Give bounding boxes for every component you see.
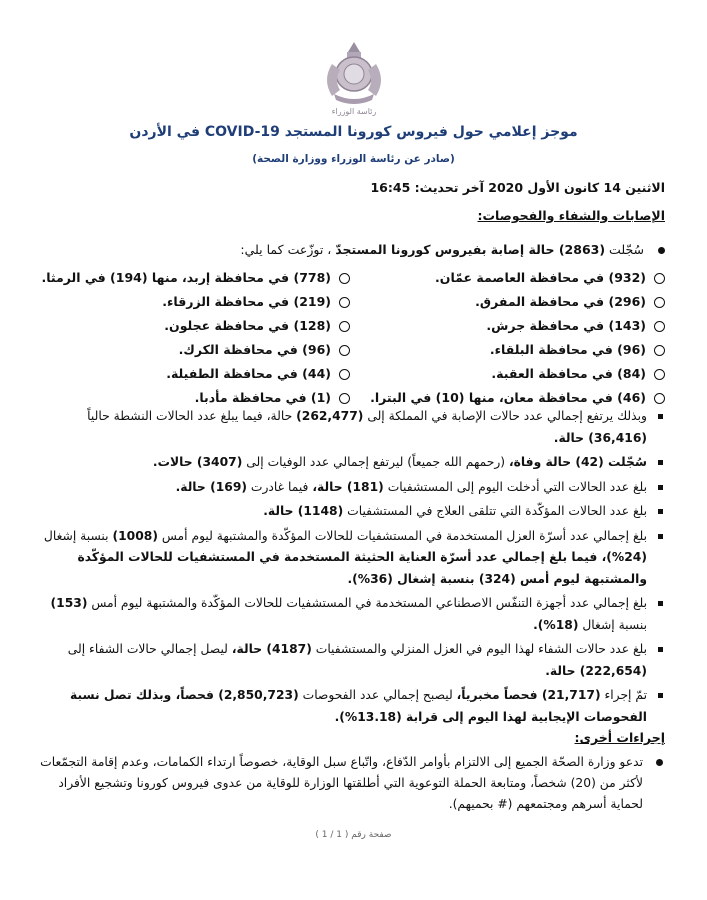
circle-bullet-icon (654, 369, 665, 380)
governorate-item (350, 314, 665, 338)
stat-text-d: (2,850,723) فحصاً، وبذلك تصل نسبة الفحوصات الإيجابية لهذا اليوم إلى قرابة (13.18%). (70, 688, 647, 724)
governorate-item (35, 338, 350, 362)
stat-text-b: (21,717) فحصاً مخبرياً، (456, 688, 601, 702)
stats-bullet-list (29, 406, 665, 731)
governorate-row (35, 338, 665, 362)
governorate-text: (1) في محافظة مأدبا. (194, 390, 331, 405)
circle-bullet-icon (654, 393, 665, 404)
stat-text-d: (3407) حالات. (152, 455, 243, 469)
stat-text-d: (18%). (533, 617, 579, 632)
stat-text-b: سُجّلت (42) حالة وفاة، (508, 455, 647, 469)
governorate-text: (778) في محافظة إربد، منها (194) في الرمثا. (41, 270, 331, 285)
circle-bullet-icon (339, 345, 350, 356)
governorate-text: (219) في محافظة الزرقاء. (162, 294, 331, 309)
governorate-item (35, 314, 350, 338)
section-heading-cases: الإصابات والشفاء والفحوصات: (477, 208, 665, 223)
governorate-item (350, 266, 665, 290)
bullet-icon (656, 759, 663, 766)
stat-bullet (29, 501, 665, 523)
stat-text-c: حالة، فيما يبلغ عدد الحالات النشطة حالياً (87, 409, 297, 423)
circle-bullet-icon (654, 297, 665, 308)
square-bullet-icon (658, 647, 663, 652)
stat-text-c: ليصبح إجمالي عدد الفحوصات (298, 688, 457, 702)
stat-text-c: بنسبة إشغال (43, 528, 113, 543)
circle-bullet-icon (339, 393, 350, 404)
governorate-text: (296) في محافظة المفرق. (475, 294, 646, 309)
page-number: صفحة رقم ( 1 / 1 ) (315, 830, 392, 840)
stat-text-a: بلغ عدد الحالات المؤكّدة التي تتلقى العلاج في المستشفيات (343, 504, 647, 518)
square-bullet-icon (658, 534, 663, 539)
governorate-row (35, 266, 665, 290)
governorate-row (35, 362, 665, 386)
stat-text-b: (4187) حالة، (231, 642, 312, 656)
circle-bullet-icon (654, 345, 665, 356)
intro-prefix: سُجّلت (609, 242, 645, 257)
stat-text-d: (36,416) حالة. (553, 430, 647, 445)
governorate-text: (44) في محافظة الطفيلة. (166, 366, 331, 381)
stat-bullet (29, 639, 665, 682)
governorate-row (35, 290, 665, 314)
stat-bullet (29, 526, 665, 591)
governorate-list (35, 266, 665, 410)
circle-bullet-icon (339, 321, 350, 332)
stat-text-c: ليصل إجمالي حالات الشفاء إلى (67, 642, 232, 656)
stat-text-b: (181) حالة، (312, 479, 384, 494)
stat-bullet (29, 406, 665, 449)
intro-suffix: ، توزّعت كما يلي: (240, 242, 332, 257)
stat-text-c: (رحمهم الله جميعاً) ليرتفع إجمالي عدد الوفيات إلى (242, 455, 509, 469)
cases-intro (36, 238, 665, 262)
governorate-text: (128) في محافظة عجلون. (164, 318, 331, 333)
stat-bullet (29, 685, 665, 728)
stat-text-b: (153) (50, 596, 88, 610)
square-bullet-icon (658, 485, 663, 490)
stat-text-a: بلغ إجمالي عدد أجهزة التنفّس الاصطناعي المستخدمة في المستشفيات للحالات المؤكّدة والمشتبهة ليوم أمس (87, 596, 647, 610)
stat-text-a: تمّ إجراء (600, 688, 647, 702)
square-bullet-icon (658, 601, 663, 606)
other-measures-text: تدعو وزارة الصحّة الجميع إلى الالتزام بأوامر الدّفاع، واتّباع سبل الوقاية، خصوصاً ارتداء الكمامات، وعدم إقامة التجمّعات لأكثر من (20) شخصاً، ومتابعة الحملة التوعوية التي أطلقتها الوزارة للوقاية من عدوى فيروس كورونا وتشجيع الأفراد لحماية أسرهم ومجتمعهم (# بحميهم). (40, 755, 643, 811)
governorate-item (35, 266, 350, 290)
square-bullet-icon (658, 509, 663, 514)
page-subtitle: (صادر عن رئاسة الوزراء ووزارة الصحة) (252, 153, 455, 165)
governorate-text: (932) في محافظة العاصمة عمّان. (435, 270, 646, 285)
circle-bullet-icon (654, 321, 665, 332)
circle-bullet-icon (339, 369, 350, 380)
governorate-item (350, 362, 665, 386)
governorate-text: (84) في محافظة العقبة. (491, 366, 646, 381)
governorate-text: (96) في محافظة الكرك. (178, 342, 331, 357)
update-dateline: الاثنين 14 كانون الأول 2020 آخر تحديث: 16:45 (370, 180, 665, 195)
governorate-text: (143) في محافظة جرش. (486, 318, 646, 333)
page-title: موجز إعلامي حول فيروس كورونا المستجد COVID-19 في الأردن (129, 124, 578, 140)
governorate-item (350, 290, 665, 314)
stat-bullet (29, 477, 665, 499)
stat-text-a: وبذلك يرتفع إجمالي عدد حالات الإصابة في المملكة إلى (363, 409, 647, 423)
jordan-emblem-icon (318, 40, 390, 116)
governorate-text: (46) في محافظة معان، منها (10) في البترا. (370, 390, 646, 405)
stat-text-b: (262,477) (296, 409, 364, 423)
stat-text-d: (169) حالة. (175, 479, 247, 494)
stat-text-c: بنسبة إشغال (578, 617, 647, 632)
stat-text-a: بلغ عدد الحالات التي أدخلت اليوم إلى المستشفيات (383, 479, 647, 494)
square-bullet-icon (658, 460, 663, 465)
emblem-caption: رئاسة الوزراء (331, 107, 377, 116)
square-bullet-icon (658, 693, 663, 698)
stat-text-d: (222,654) حالة. (545, 663, 647, 678)
stat-text-c: فيما غادرت (247, 479, 313, 494)
governorate-row (35, 314, 665, 338)
bullet-icon (658, 247, 665, 254)
other-measures (29, 752, 665, 818)
circle-bullet-icon (654, 273, 665, 284)
stat-text-a: بلغ عدد حالات الشفاء لهذا اليوم في العزل المنزلي والمستشفيات (311, 642, 647, 656)
governorate-text: (96) في محافظة البلقاء. (489, 342, 646, 357)
intro-bold: (2863) حالة إصابة بفيروس كورونا المستجدّ (335, 242, 606, 257)
governorate-item (35, 362, 350, 386)
stat-text-b: (1008) (112, 528, 158, 543)
stat-text-a: بلغ إجمالي عدد أسرّة العزل المستخدمة في المستشفيات للحالات المؤكّدة والمشتبهة ليوم أمس (157, 528, 647, 543)
circle-bullet-icon (339, 297, 350, 308)
section-heading-other: إجراءات أخرى: (574, 730, 665, 745)
stat-text-d: (24%)، فيما بلغ إجمالي عدد أسرّة العناية الحثيثة المستخدمة في المستشفيات للحالات المؤكّدة والمشتبهة ليوم أمس (324) بنسبة إشغال (36%). (77, 550, 647, 586)
governorate-item (35, 290, 350, 314)
circle-bullet-icon (339, 273, 350, 284)
square-bullet-icon (658, 414, 663, 419)
stat-text-b: (1148) حالة. (263, 504, 344, 518)
stat-bullet (29, 452, 665, 474)
governorate-item (350, 338, 665, 362)
stat-bullet (29, 593, 665, 636)
